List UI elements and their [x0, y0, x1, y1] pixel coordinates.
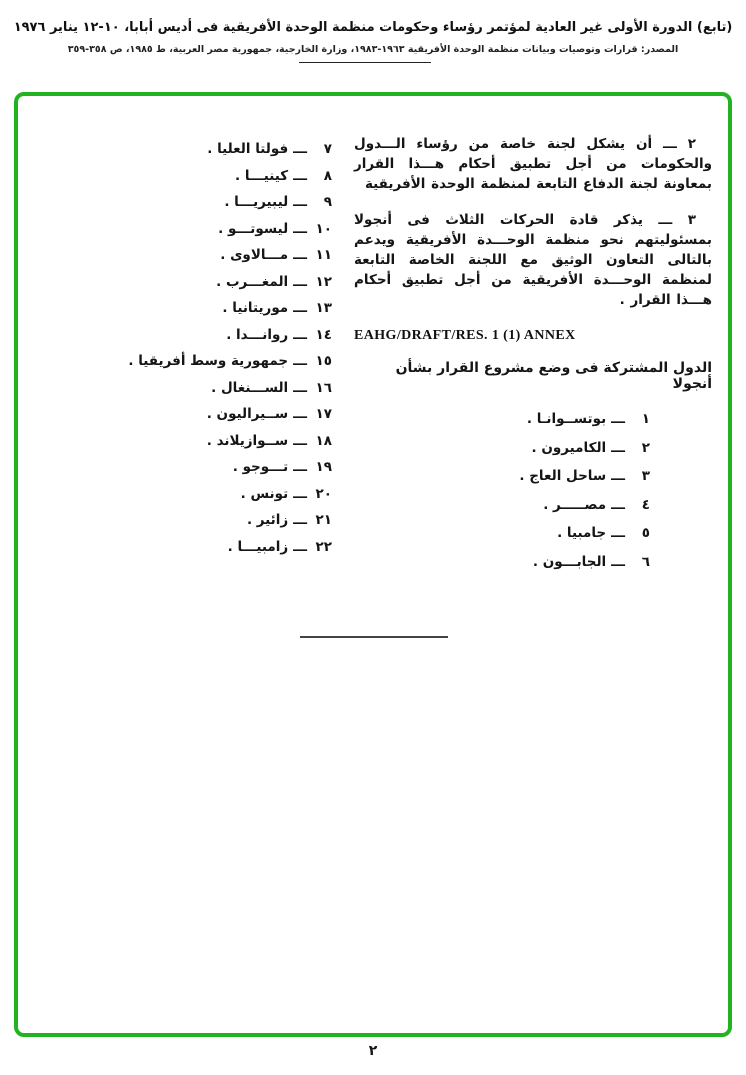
list-dash: ـــ: [611, 525, 625, 541]
list-dash: ـــ: [293, 194, 307, 210]
country-item: [88, 326, 332, 344]
country-number: ٦: [641, 553, 650, 570]
country-name: الكاميرون .: [531, 439, 607, 456]
list-dash: ـــ: [293, 379, 307, 396]
country-item: [354, 496, 650, 514]
country-name: المغـــرب .: [216, 273, 289, 290]
main-text-column: [354, 134, 712, 581]
country-item: [354, 410, 650, 428]
list-dash: ـــ: [293, 273, 307, 290]
country-name: فولتا العليا .: [207, 141, 289, 157]
country-name: ساحل العاج .: [519, 468, 607, 484]
country-number: ٤: [641, 496, 650, 513]
country-item: [88, 405, 332, 423]
country-item: [354, 553, 650, 571]
country-item: [88, 511, 332, 529]
resolution-paragraph-2: ٢ ـــ أن يشكل لجنة خاصة من رؤساء الـــدول والحكومات من أجل تطبيق أحكام هـــذا القرار بمعاونة لجنة الدفاع التابعة لمنظمة الوحدة الأفريقية: [354, 136, 712, 192]
country-item: [88, 352, 332, 370]
country-item: [88, 538, 332, 556]
country-number: ١١: [315, 247, 332, 263]
country-item: [88, 458, 332, 476]
header-divider: [299, 62, 431, 63]
list-dash: ـــ: [293, 485, 307, 502]
country-item: [88, 432, 332, 450]
country-number: ٨: [323, 167, 332, 184]
country-number: ٢٠: [315, 485, 332, 502]
list-dash: ـــ: [611, 553, 625, 570]
country-item: [88, 246, 332, 264]
country-list-1-6: [354, 410, 712, 571]
list-dash: ـــ: [611, 439, 625, 456]
header-title: (تابع) الدورة الأولى غير العادية لمؤتمر رؤساء وحكومات منظمة الوحدة الأفريقية فى أديس أبابا، ١٠-١٢ يناير ١٩٧٦: [13, 20, 733, 35]
country-name: تونس .: [240, 485, 289, 502]
list-dash: ـــ: [293, 326, 307, 343]
country-item: [88, 485, 332, 503]
country-name: بوتســوانـا .: [526, 411, 607, 427]
list-dash: ـــ: [293, 167, 307, 184]
list-dash: ـــ: [293, 538, 307, 555]
country-name: الســـنغال .: [211, 379, 289, 396]
country-name: الجابـــون .: [532, 553, 607, 570]
country-name: ليسوتـــو .: [218, 220, 289, 237]
country-item: [88, 273, 332, 291]
country-item: [354, 439, 650, 457]
country-name: مـــالاوى .: [220, 247, 289, 263]
country-number: ٣: [641, 468, 650, 484]
country-name: كينيـــا .: [235, 167, 289, 184]
list-dash: ـــ: [611, 496, 625, 513]
country-item: [88, 299, 332, 317]
section-divider: [300, 636, 448, 638]
country-name: تـــوجو .: [232, 459, 289, 475]
country-item: [88, 167, 332, 185]
list-dash: ـــ: [293, 300, 307, 316]
country-name: جمهورية وسط أفريقيا .: [128, 353, 289, 369]
country-number: ٥: [641, 525, 650, 541]
page-header: [0, 20, 746, 63]
resolution-paragraph-3: ٣ ـــ يذكر قادة الحركات الثلاث فى أنجولا بمسئوليتهم نحو منظمة الوحـــدة الأفريقية ويدعم بالتالى التعاون الوثيق مع اللجنة الخاصة التابعة لمنظمة الوحـــدة الأفريقية من أجل تطبيق أحكام هـــذا القرار .: [354, 212, 712, 308]
country-number: ١٥: [315, 353, 332, 369]
header-source: المصدر: قرارات وتوصيات وبيانات منظمة الوحدة الأفريقية ١٩٦٣-١٩٨٣، وزارة الخارجية، جمهورية مصر العربية، ط ١٩٨٥، ص ٣٥٨-٣٥٩: [67, 44, 679, 55]
country-number: ١٢: [315, 273, 332, 290]
country-number: ٢٢: [315, 538, 332, 555]
green-border-frame: [14, 92, 732, 1037]
continuation-column: [88, 140, 332, 564]
country-item: [88, 379, 332, 397]
list-dash: ـــ: [293, 353, 307, 369]
list-dash: ـــ: [293, 406, 307, 422]
document-reference: EAHG/DRAFT/RES. 1 (1) ANNEX: [354, 328, 576, 343]
list-dash: ـــ: [611, 411, 625, 427]
country-name: ليبيريـــا .: [224, 194, 289, 210]
country-number: ٧: [323, 141, 332, 157]
list-dash: ـــ: [293, 432, 307, 449]
country-number: ١: [641, 411, 650, 427]
country-number: ٢: [641, 439, 650, 456]
country-name: زائير .: [246, 512, 289, 528]
country-number: ١٣: [315, 300, 332, 316]
list-dash: ـــ: [293, 459, 307, 475]
page-number: ٢: [368, 1043, 378, 1059]
country-item: [88, 193, 332, 211]
country-name: مصـــــر .: [543, 496, 607, 513]
country-number: ١٦: [315, 379, 332, 396]
country-item: [88, 140, 332, 158]
country-name: زامبيـــا .: [227, 538, 289, 555]
country-number: ١٩: [315, 459, 332, 475]
country-name: ســيراليون .: [206, 406, 289, 422]
list-dash: ـــ: [293, 247, 307, 263]
country-item: [354, 524, 650, 542]
list-dash: ـــ: [293, 512, 307, 528]
annex-heading: الدول المشتركة فى وضع مشروع القرار بشأن أنجولا: [395, 360, 712, 392]
country-number: ١٨: [315, 432, 332, 449]
country-name: جامبيا .: [557, 525, 607, 541]
country-list-7-22: [88, 140, 332, 556]
country-number: ١٠: [315, 220, 332, 237]
country-name: روانـــدا .: [226, 326, 289, 343]
list-dash: ـــ: [293, 141, 307, 157]
country-number: ٩: [323, 194, 332, 210]
country-number: ٢١: [315, 512, 332, 528]
country-number: ١٤: [315, 326, 332, 343]
country-item: [88, 220, 332, 238]
list-dash: ـــ: [293, 220, 307, 237]
list-dash: ـــ: [611, 468, 625, 484]
country-item: [354, 467, 650, 485]
country-number: ١٧: [315, 406, 332, 422]
country-name: ســوازيلاند .: [206, 432, 289, 449]
country-name: موريتانيا .: [222, 300, 289, 316]
